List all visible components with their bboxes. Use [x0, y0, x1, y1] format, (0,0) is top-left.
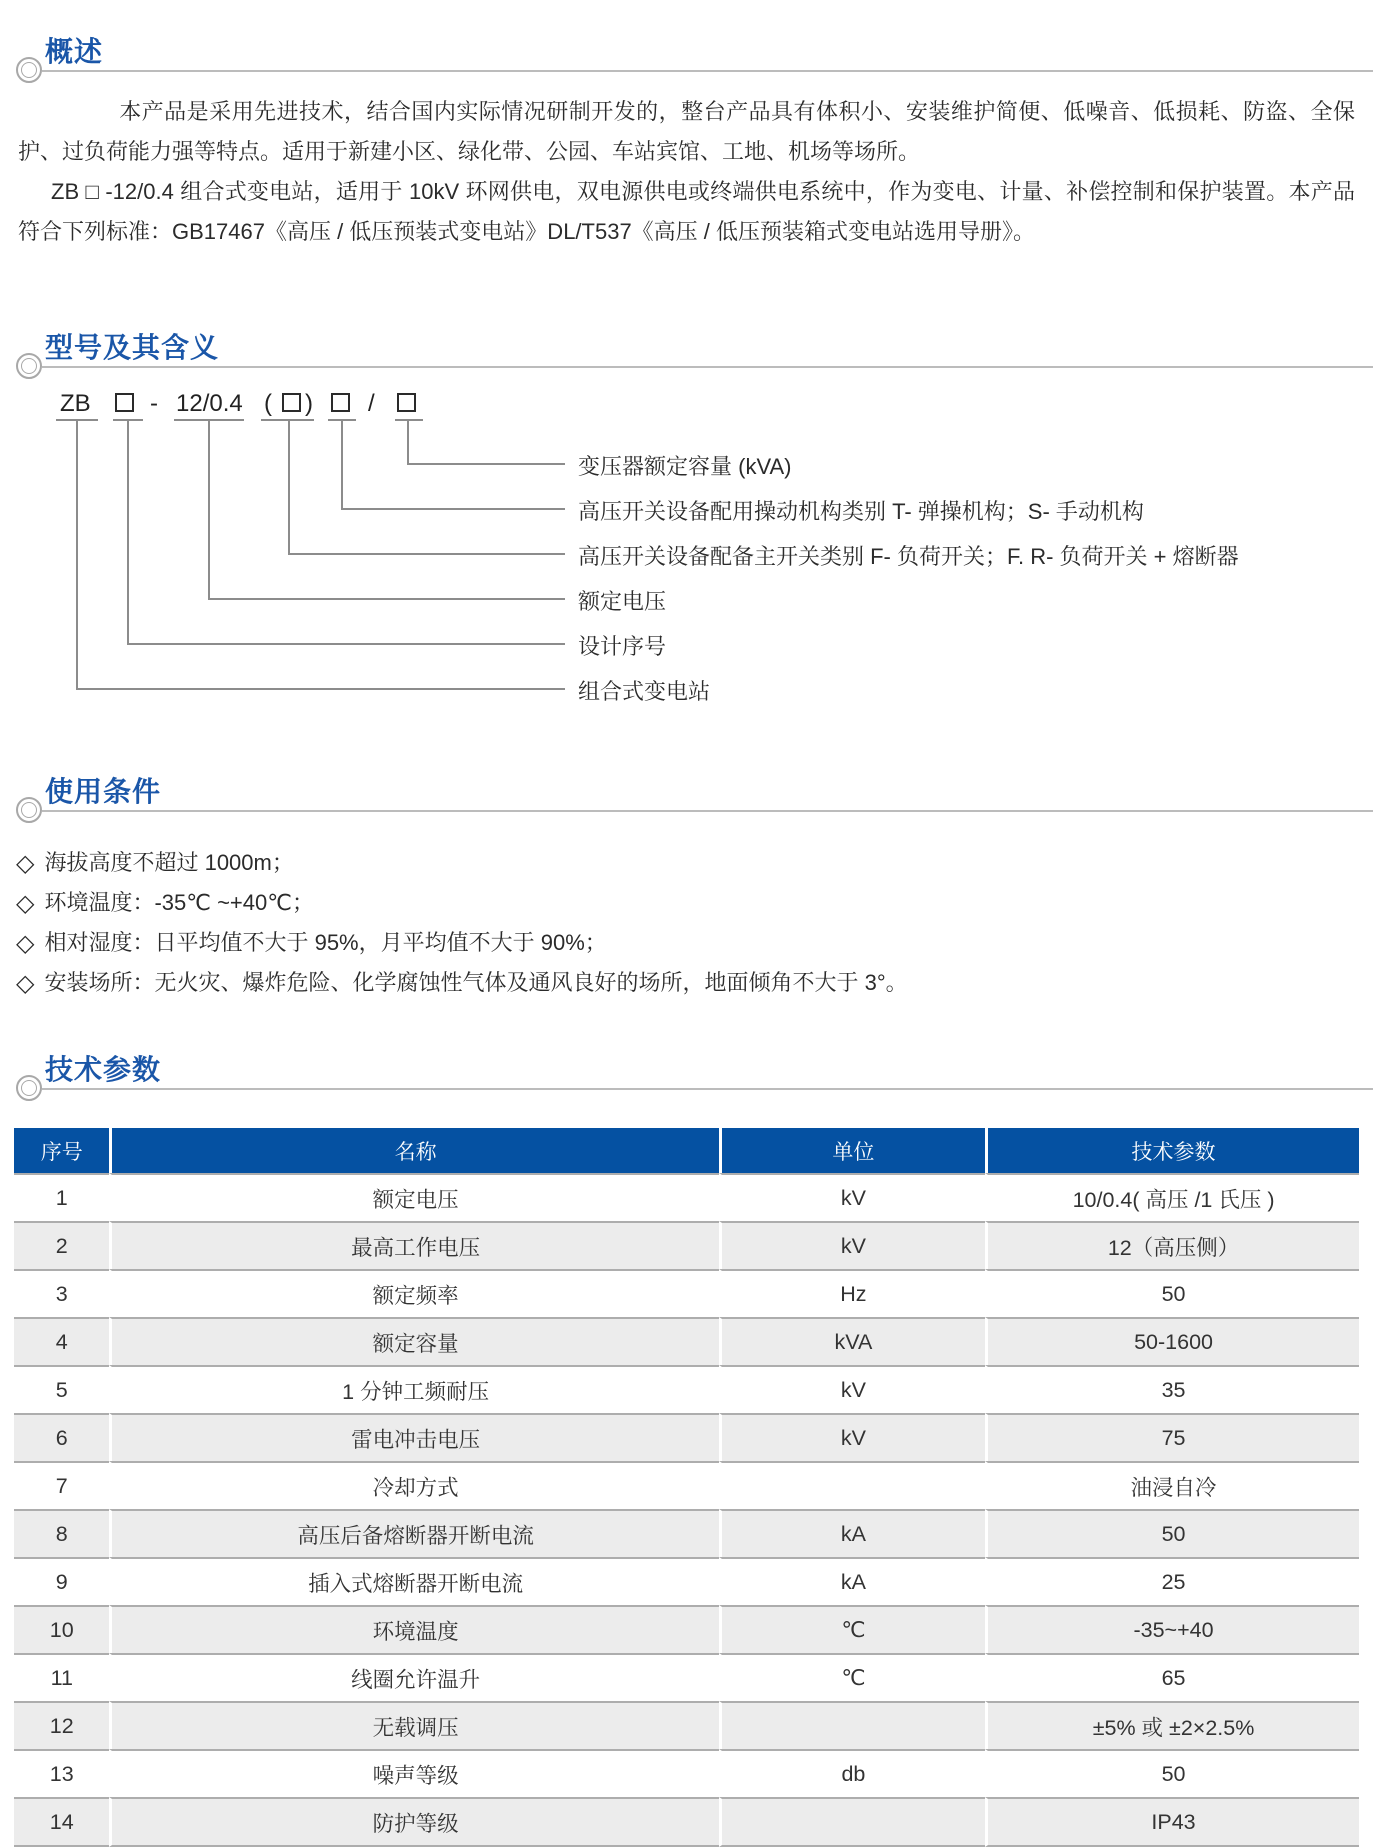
connector-hline	[127, 643, 565, 645]
overview-paragraph-2: ZB □ -12/0.4 组合式变电站，适用于 10kV 环网供电，双电源供电或终端供电系统中，作为变电、计量、补偿控制和保护装置。本产品符合下列标准：GB17467《高压 / 低压预装式变电站》DL/T537《高压 / 低压预装箱式变电站选用导册》。	[18, 179, 1355, 244]
connector-hline	[407, 463, 565, 465]
cell-unit: ℃	[719, 1653, 985, 1701]
cell-name: 插入式熔断器开断电流	[109, 1557, 718, 1605]
ring-icon	[16, 1075, 42, 1101]
condition-text: 海拔高度不超过 1000m；	[44, 850, 294, 875]
model-code-dash: -	[150, 390, 158, 417]
condition-text: 相对湿度：日平均值不大于 95%，月平均值不大于 90%；	[44, 930, 607, 955]
cell-unit: kA	[719, 1557, 985, 1605]
model-code-prefix: ZB	[60, 390, 91, 417]
model-box	[397, 393, 416, 412]
model-code-voltage: 12/0.4	[176, 390, 243, 417]
ring-inner-icon	[21, 802, 37, 818]
cell-name: 额定容量	[109, 1317, 718, 1365]
model-label-switch: 高压开关设备配备主开关类别 F- 负荷开关；F. R- 负荷开关 + 熔断器	[578, 544, 1239, 569]
section-params-header	[0, 1048, 1373, 1108]
condition-item	[16, 966, 908, 997]
cell-seq: 9	[14, 1557, 109, 1605]
cell-seq: 6	[14, 1413, 109, 1461]
model-label-series: 设计序号	[578, 634, 667, 659]
cell-value: 50	[985, 1749, 1359, 1797]
connector-underline	[395, 419, 423, 421]
ring-inner-icon	[21, 62, 37, 78]
model-box	[282, 393, 301, 412]
cell-name: 冷却方式	[109, 1461, 718, 1509]
cell-seq: 2	[14, 1221, 109, 1269]
cell-unit: db	[719, 1749, 985, 1797]
section-title-conditions: 使用条件	[45, 776, 162, 807]
model-code-paren-open: (	[264, 390, 272, 417]
section-title-params: 技术参数	[45, 1054, 162, 1085]
table-row	[14, 1557, 1359, 1605]
diamond-bullet-icon: ◇	[16, 850, 35, 877]
connector-vline	[407, 420, 409, 465]
table-header-row	[14, 1128, 1359, 1173]
parameters-table	[14, 1128, 1359, 1847]
model-label-station: 组合式变电站	[578, 679, 711, 704]
cell-name: 高压后备熔断器开断电流	[109, 1509, 718, 1557]
table-row	[14, 1461, 1359, 1509]
model-box	[331, 393, 350, 412]
model-label-voltage: 额定电压	[578, 589, 667, 614]
cell-seq: 1	[14, 1173, 109, 1221]
model-code-slash: /	[368, 390, 375, 417]
cell-unit	[719, 1461, 985, 1509]
cell-seq: 8	[14, 1509, 109, 1557]
table-header-unit: 单位	[719, 1128, 985, 1173]
cell-value: 35	[985, 1365, 1359, 1413]
cell-value: 65	[985, 1653, 1359, 1701]
model-code-paren-close: )	[305, 390, 313, 417]
cell-unit: kV	[719, 1221, 985, 1269]
cell-value: 油浸自冷	[985, 1461, 1359, 1509]
cell-unit: kV	[719, 1173, 985, 1221]
cell-name: 最高工作电压	[109, 1221, 718, 1269]
diamond-bullet-icon: ◇	[16, 890, 35, 917]
table-row	[14, 1365, 1359, 1413]
table-header-seq: 序号	[14, 1128, 109, 1173]
cell-unit: kV	[719, 1365, 985, 1413]
cell-name: 环境温度	[109, 1605, 718, 1653]
connector-hline	[76, 688, 565, 690]
cell-value: 50	[985, 1509, 1359, 1557]
section-model-header	[0, 326, 1373, 386]
connector-hline	[288, 553, 565, 555]
section-rule	[42, 366, 1373, 368]
section-conditions-header	[0, 770, 1373, 830]
connector-vline	[341, 420, 343, 510]
cell-name: 线圈允许温升	[109, 1653, 718, 1701]
model-label-capacity: 变压器额定容量 (kVA)	[578, 454, 792, 479]
ring-icon	[16, 57, 42, 83]
cell-seq: 5	[14, 1365, 109, 1413]
overview-paragraph-1: 本产品是采用先进技术，结合国内实际情况研制开发的，整台产品具有体积小、安装维护简便、低噪音、低损耗、防盗、全保护、过负荷能力强等特点。适用于新建小区、绿化带、公园、车站宾馆、工地、机场等场所。	[18, 99, 1355, 164]
cell-name: 噪声等级	[109, 1749, 718, 1797]
section-title-overview: 概述	[45, 36, 104, 67]
condition-item	[16, 926, 607, 957]
table-row	[14, 1173, 1359, 1221]
cell-unit: ℃	[719, 1605, 985, 1653]
table-row	[14, 1749, 1359, 1797]
table-row	[14, 1221, 1359, 1269]
table-row	[14, 1269, 1359, 1317]
cell-value: IP43	[985, 1797, 1359, 1847]
cell-value: 12（高压侧）	[985, 1221, 1359, 1269]
table-row	[14, 1701, 1359, 1749]
cell-unit	[719, 1701, 985, 1749]
cell-value: 50	[985, 1269, 1359, 1317]
ring-inner-icon	[21, 1080, 37, 1096]
condition-text: 环境温度：-35℃ ~+40℃；	[44, 890, 314, 915]
cell-unit	[719, 1797, 985, 1847]
connector-vline	[208, 420, 210, 600]
section-title-model: 型号及其含义	[45, 332, 220, 363]
cell-value: -35~+40	[985, 1605, 1359, 1653]
cell-name: 额定频率	[109, 1269, 718, 1317]
table-header-value: 技术参数	[985, 1128, 1359, 1173]
cell-seq: 13	[14, 1749, 109, 1797]
cell-name: 防护等级	[109, 1797, 718, 1847]
table-row	[14, 1509, 1359, 1557]
cell-name: 额定电压	[109, 1173, 718, 1221]
cell-name: 雷电冲击电压	[109, 1413, 718, 1461]
connector-vline	[76, 420, 78, 690]
connector-hline	[208, 598, 565, 600]
cell-value: 10/0.4( 高压 /1 氏压 )	[985, 1173, 1359, 1221]
cell-seq: 7	[14, 1461, 109, 1509]
diamond-bullet-icon: ◇	[16, 970, 35, 997]
table-row	[14, 1317, 1359, 1365]
overview-text-block	[18, 92, 1355, 252]
condition-text: 安装场所：无火灾、爆炸危险、化学腐蚀性气体及通风良好的场所，地面倾角不大于 3°。	[44, 970, 908, 995]
section-rule	[42, 810, 1373, 812]
model-box	[115, 393, 134, 412]
cell-value: 75	[985, 1413, 1359, 1461]
section-rule	[42, 1088, 1373, 1090]
table-row	[14, 1413, 1359, 1461]
table-row	[14, 1605, 1359, 1653]
cell-unit: kA	[719, 1509, 985, 1557]
section-rule	[42, 70, 1373, 72]
cell-seq: 3	[14, 1269, 109, 1317]
connector-hline	[341, 508, 565, 510]
cell-seq: 11	[14, 1653, 109, 1701]
table-row	[14, 1797, 1359, 1847]
table-row	[14, 1653, 1359, 1701]
cell-unit: Hz	[719, 1269, 985, 1317]
model-label-mechanism: 高压开关设备配用操动机构类别 T- 弹操机构；S- 手动机构	[578, 499, 1144, 524]
cell-seq: 12	[14, 1701, 109, 1749]
ring-icon	[16, 797, 42, 823]
cell-value: 25	[985, 1557, 1359, 1605]
cell-name: 无载调压	[109, 1701, 718, 1749]
parameters-table-wrapper	[14, 1128, 1359, 1847]
cell-seq: 10	[14, 1605, 109, 1653]
cell-value: ±5% 或 ±2×2.5%	[985, 1701, 1359, 1749]
cell-seq: 4	[14, 1317, 109, 1365]
connector-vline	[127, 420, 129, 645]
cell-value: 50-1600	[985, 1317, 1359, 1365]
table-header-name: 名称	[109, 1128, 718, 1173]
ring-inner-icon	[21, 358, 37, 374]
diamond-bullet-icon: ◇	[16, 930, 35, 957]
condition-item	[16, 886, 314, 917]
condition-item	[16, 846, 294, 877]
cell-unit: kVA	[719, 1317, 985, 1365]
connector-vline	[288, 420, 290, 555]
section-overview-header	[0, 30, 1373, 90]
cell-unit: kV	[719, 1413, 985, 1461]
ring-icon	[16, 353, 42, 379]
cell-name: 1 分钟工频耐压	[109, 1365, 718, 1413]
cell-seq: 14	[14, 1797, 109, 1847]
